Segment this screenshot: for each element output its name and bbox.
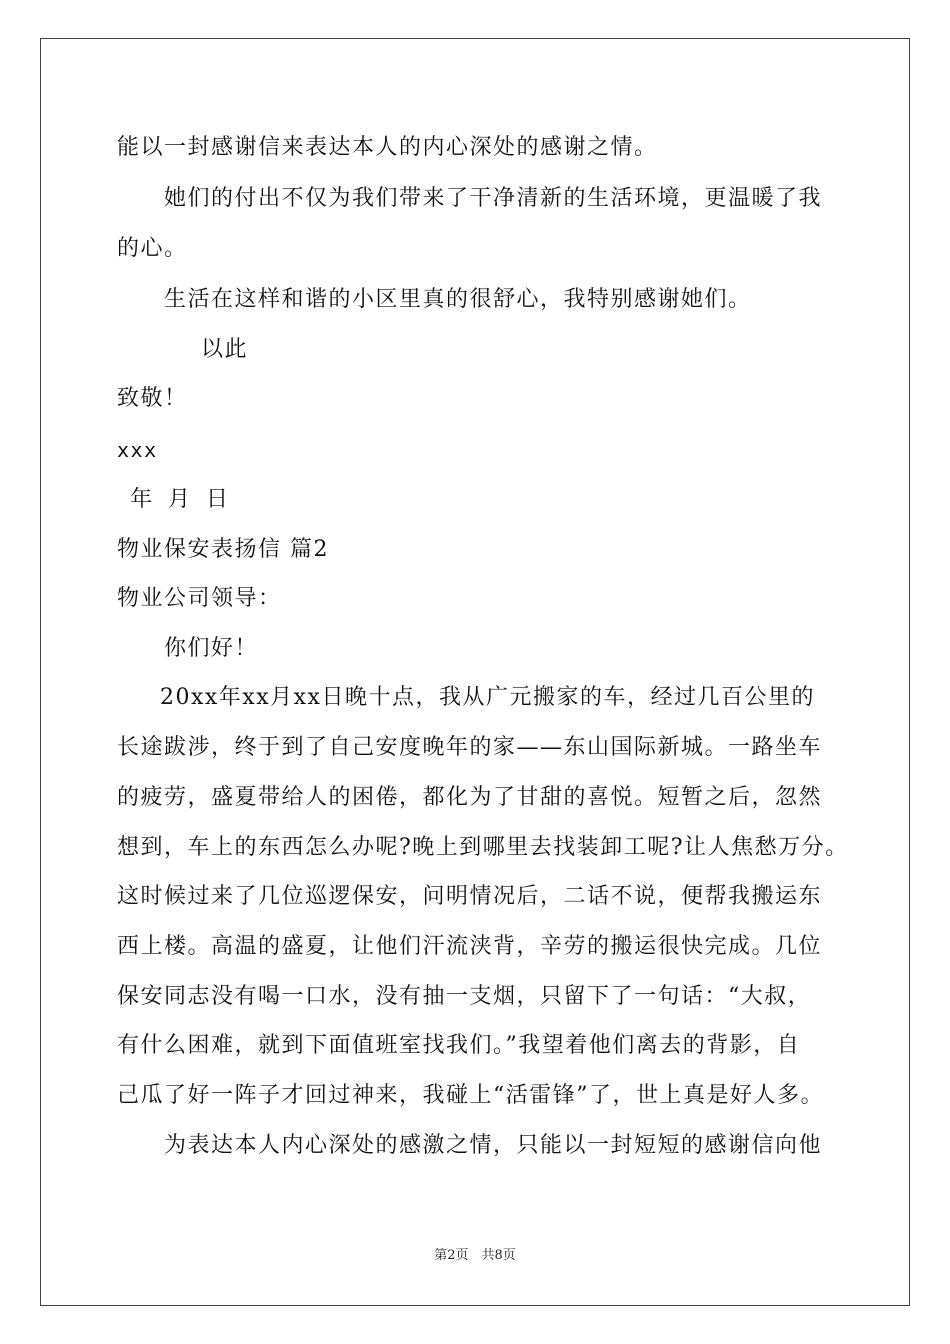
body-line: 的疲劳，盛夏带给人的困倦，都化为了甘甜的喜悦。短暂之后，忽然	[117, 785, 823, 810]
body-line: 20xx年xx月xx日晚十点，我从广元搬家的车，经过几百公里的	[160, 685, 815, 710]
page-border	[40, 38, 910, 1306]
body-line: 想到，车上的东西怎么办呢?晚上到哪里去找装卸工呢?让人焦愁万分。	[117, 835, 849, 860]
date-line: 年 月 日	[130, 487, 230, 512]
closing-phrase: 以此	[201, 337, 249, 362]
greeting-line: 你们好！	[164, 636, 259, 661]
body-line: 她们的付出不仅为我们带来了干净清新的生活环境，更温暖了我	[164, 186, 823, 211]
section-title: 物业保安表扬信 篇2	[117, 537, 329, 562]
recipient-line: 物业公司领导：	[117, 586, 282, 611]
body-line: 己瓜了好一阵子才回过神来，我碰上“活雷锋”了，世上真是好人多。	[117, 1083, 824, 1108]
salutation-closing: 致敬！	[117, 386, 188, 411]
body-line: 西上楼。高温的盛夏，让他们汗流浃背，辛劳的搬运很快完成。几位	[117, 934, 823, 959]
signature: xxx	[117, 438, 158, 462]
body-line: 保安同志没有喝一口水，没有抽一支烟，只留下了一句话：“大叔，	[117, 984, 812, 1009]
body-line: 长途跋涉，终于到了自己安度晚年的家——东山国际新城。一路坐车	[117, 735, 823, 760]
body-line: 这时候过来了几位巡逻保安，问明情况后，二话不说，便帮我搬运东	[117, 884, 823, 909]
body-line: 的心。	[117, 236, 188, 261]
body-line: 为表达本人内心深处的感激之情，只能以一封短短的感谢信向他	[164, 1133, 823, 1158]
body-line: 能以一封感谢信来表达本人的内心深处的感谢之情。	[117, 135, 658, 160]
body-line: 生活在这样和谐的小区里真的很舒心，我特别感谢她们。	[164, 287, 752, 312]
page-footer: 第2页 共8页	[434, 1248, 516, 1263]
body-line: 有什么困难，就到下面值班室找我们。”我望着他们离去的背影，自	[117, 1033, 801, 1058]
